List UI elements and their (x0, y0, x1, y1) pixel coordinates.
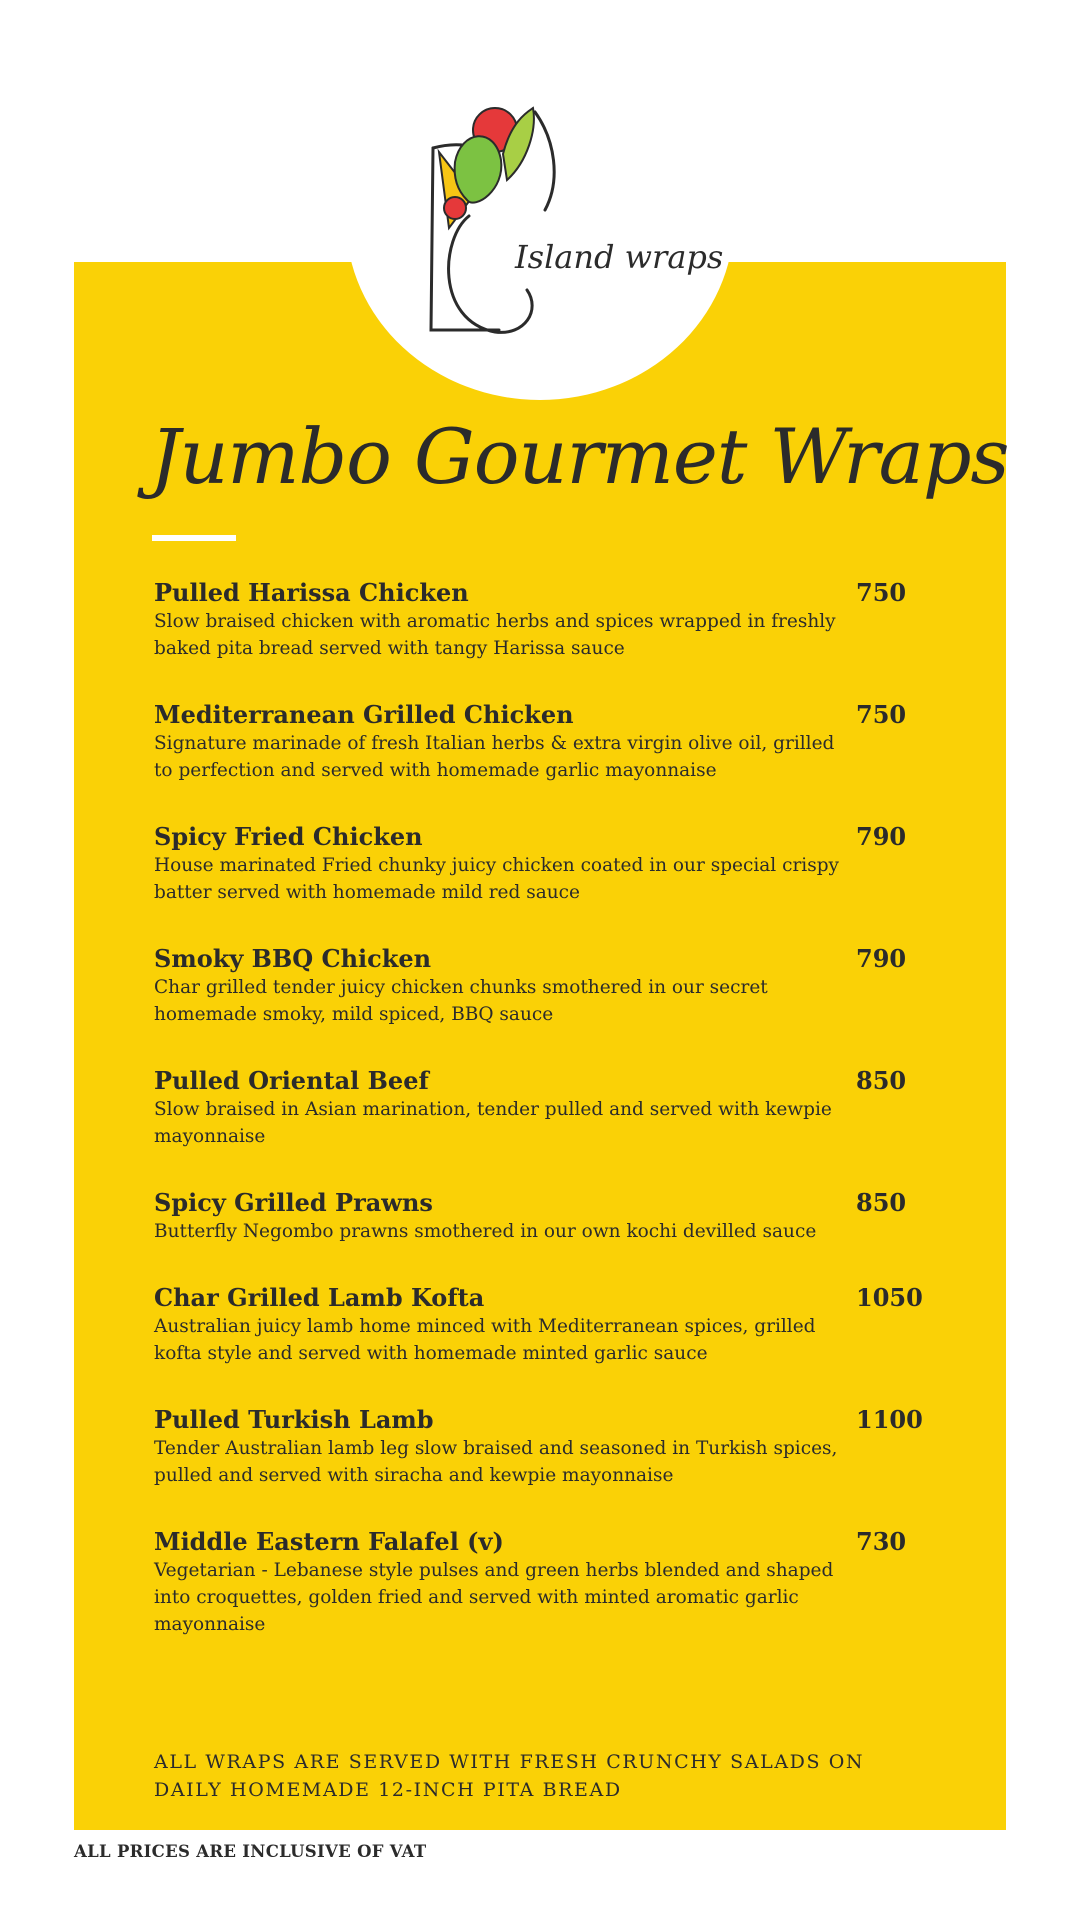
item-price: 1100 (856, 1405, 923, 1434)
item-price: 790 (856, 944, 907, 973)
menu-item (154, 1188, 944, 1245)
menu-item (154, 578, 944, 662)
item-price: 850 (856, 1188, 907, 1217)
serving-note: ALL WRAPS ARE SERVED WITH FRESH CRUNCHY SALADS ON DAILY HOMEMADE 12-INCH PITA BREAD (154, 1751, 865, 1801)
item-description: Australian juicy lamb home minced with Mediterranean spices, grilled kofta style and served with homemade minted garlic sauce (154, 1316, 816, 1364)
menu-item (154, 944, 944, 1028)
item-description: Char grilled tender juicy chicken chunks smothered in our secret homemade smoky, mild spiced, BBQ sauce (154, 977, 768, 1025)
item-description: Tender Australian lamb leg slow braised and seasoned in Turkish spices, pulled and served with siracha and kewpie mayonnaise (154, 1438, 838, 1486)
item-name: Char Grilled Lamb Kofta (154, 1283, 485, 1312)
item-price: 850 (856, 1066, 907, 1095)
item-price: 750 (856, 578, 907, 607)
item-name: Pulled Harissa Chicken (154, 578, 469, 607)
item-price: 750 (856, 700, 907, 729)
item-price: 730 (856, 1527, 907, 1556)
menu-item (154, 822, 944, 906)
item-description: Slow braised chicken with aromatic herbs and spices wrapped in freshly baked pita bread served with tangy Harissa sauce (154, 611, 836, 659)
menu-item (154, 700, 944, 784)
item-description: Vegetarian - Lebanese style pulses and green herbs blended and shaped into croquettes, golden fried and served with minted aromatic garlic mayonnaise (154, 1560, 834, 1635)
item-description: Slow braised in Asian marination, tender pulled and served with kewpie mayonnaise (154, 1099, 832, 1147)
item-name: Middle Eastern Falafel (v) (154, 1527, 504, 1556)
title-underline (152, 535, 236, 541)
item-name: Mediterranean Grilled Chicken (154, 700, 574, 729)
page-title: Jumbo Gourmet Wraps (150, 412, 1009, 501)
item-description: Butterfly Negombo prawns smothered in our own kochi devilled sauce (154, 1221, 817, 1242)
item-description: House marinated Fried chunky juicy chicken coated in our special crispy batter served with homemade mild red sauce (154, 855, 839, 903)
item-name: Spicy Fried Chicken (154, 822, 423, 851)
vat-note: ALL PRICES ARE INCLUSIVE OF VAT (74, 1842, 427, 1861)
menu-list (154, 578, 944, 1676)
item-name: Pulled Turkish Lamb (154, 1405, 434, 1434)
item-name: Spicy Grilled Prawns (154, 1188, 433, 1217)
item-name: Smoky BBQ Chicken (154, 944, 432, 973)
item-price: 1050 (856, 1283, 923, 1312)
menu-item (154, 1066, 944, 1150)
menu-item (154, 1405, 944, 1489)
item-description: Signature marinade of fresh Italian herbs & extra virgin olive oil, grilled to perfection and served with homemade garlic mayonnaise (154, 733, 835, 781)
logo-wordmark: Island wraps (515, 238, 724, 276)
menu-item (154, 1283, 944, 1367)
item-name: Pulled Oriental Beef (154, 1066, 429, 1095)
wrap-logo-icon (415, 100, 724, 340)
item-price: 790 (856, 822, 907, 851)
menu-item (154, 1527, 944, 1638)
